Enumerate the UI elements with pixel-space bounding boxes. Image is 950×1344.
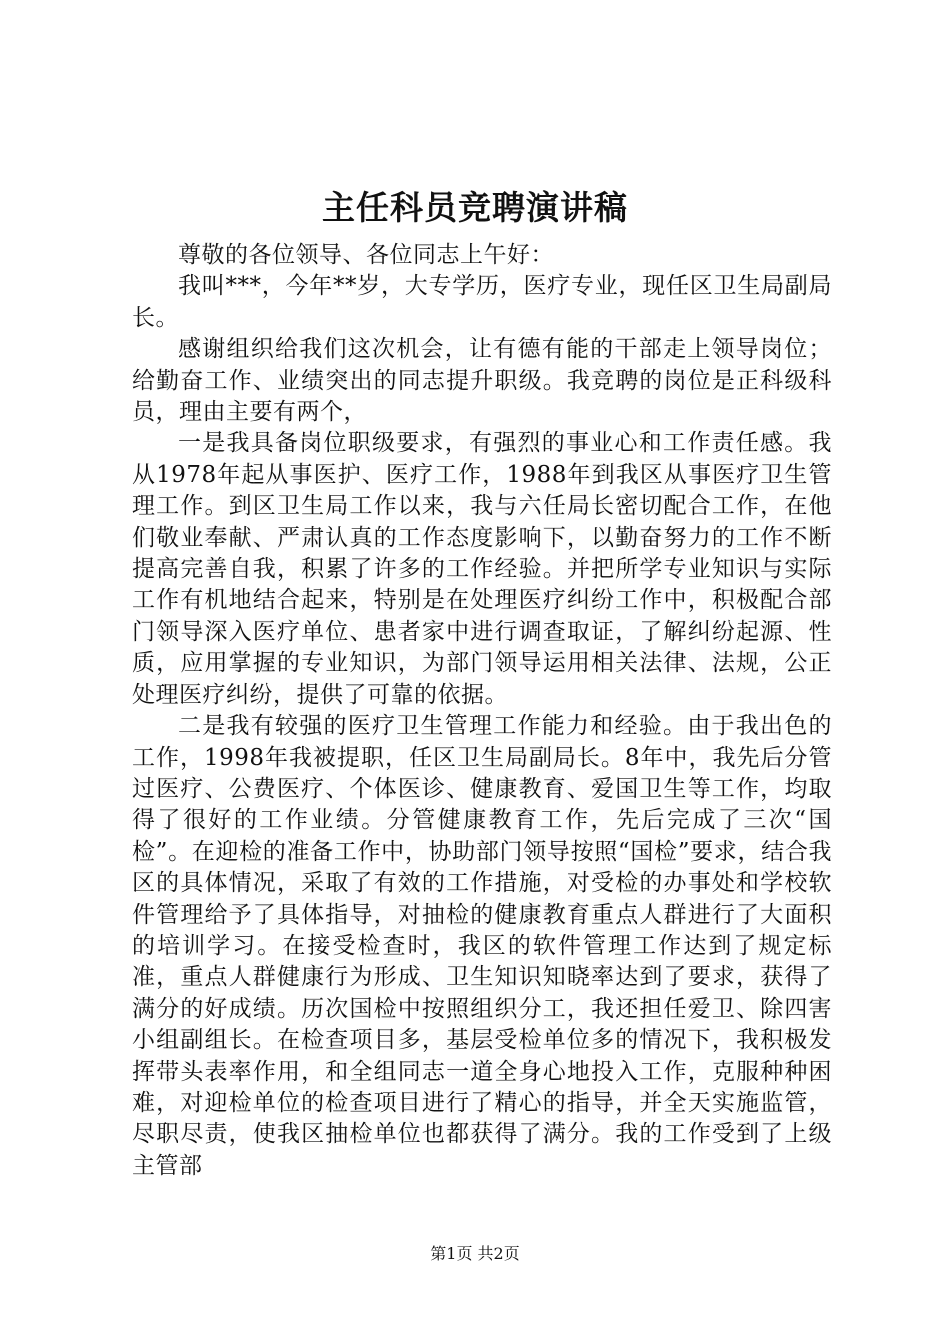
paragraph-introduction: 我叫***，今年**岁，大专学历，医疗专业，现任区卫生局副局长。 xyxy=(132,273,832,331)
document-title: 主任科员竞聘演讲稿 xyxy=(322,188,628,227)
paragraph-reason-two: 二是我有较强的医疗卫生管理工作能力和经验。由于我出色的工作，1998年我被提职，任区卫生局副局长。8年中，我先后分管过医疗、公费医疗、个体医诊、健康教育、爱国卫生等工作，均取得了很好的工作业绩。分管健康教育工作，先后完成了三次“国检”。在迎检的准备工作中，协助部门领导按照“国检”要求，结合我区的具体情况，采取了有效的工作措施，对受检的办事处和学校软件管理给予了具体指导，对抽检的健康教育重点人群进行了大面积的培训学习。在接受检查时，我区的软件管理工作达到了规定标准，重点人群健康行为形成、卫生知识知晓率达到了要求，获得了满分的好成绩。历次国检中按照组织分工，我还担任爱卫、除四害小组副组长。在检查项目多，基层受检单位多的情况下，我积极发挥带头表率作用，和全组同志一道全身心地投入工作，克服种种困难，对迎检单位的检查项目进行了精心的指导，并全天实施监管，尽职尽责，使我区抽检单位也都获得了满分。我的工作受到了上级主管部 xyxy=(132,713,832,1179)
document-body xyxy=(132,240,832,1182)
paragraph-thanks: 感谢组织给我们这次机会，让有德有能的干部走上领导岗位；给勤奋工作、业绩突出的同志提升职级。我竞聘的岗位是正科级科员，理由主要有两个， xyxy=(132,336,832,426)
paragraph-reason-one: 一是我具备岗位职级要求，有强烈的事业心和工作责任感。我从1978年起从事医护、医疗工作，1988年到我区从事医疗卫生管理工作。到区卫生局工作以来，我与六任局长密切配合工作，在他们敬业奉献、严肃认真的工作态度影响下，以勤奋努力的工作不断提高完善自我，积累了许多的工作经验。并把所学专业知识与实际工作有机地结合起来，特别是在处理医疗纠纷工作中，积极配合部门领导深入医疗单位、患者家中进行调查取证，了解纠纷起源、性质，应用掌握的专业知识，为部门领导运用相关法律、法规，公正处理医疗纠纷，提供了可靠的依据。 xyxy=(132,430,832,708)
page-number-footer: 第1页 共2页 xyxy=(430,1244,520,1263)
paragraph-greeting: 尊敬的各位领导、各位同志上午好： xyxy=(178,242,554,268)
